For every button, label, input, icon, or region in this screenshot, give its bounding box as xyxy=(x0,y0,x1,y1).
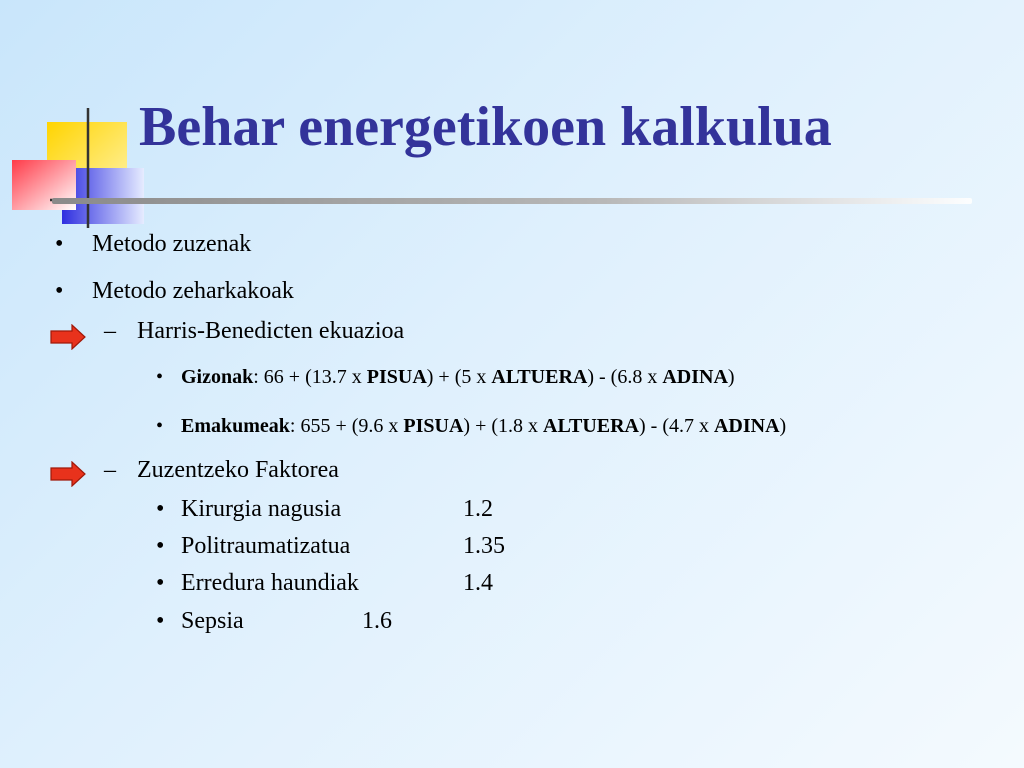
bullet-dot-icon: • xyxy=(156,366,164,388)
formula-weight: PISUA xyxy=(403,415,464,437)
factor-value: 1.2 xyxy=(463,496,493,522)
title-divider xyxy=(52,198,972,204)
bullet-dot-icon: • xyxy=(156,496,165,522)
formula-part: ) + (5 x xyxy=(426,366,492,388)
factor-name: Erredura haundiak xyxy=(181,570,359,596)
subbullet-correction-factor xyxy=(104,457,339,484)
subbullet-text: Zuzentzeko Faktorea xyxy=(137,457,339,483)
bullet-indirect-methods xyxy=(55,278,294,305)
subbullet-text: Harris-Benedicten ekuazioa xyxy=(137,318,405,344)
slide-title: Behar energetikoen kalkulua xyxy=(139,96,832,158)
formula-term: Emakumeak xyxy=(181,415,290,437)
dash-marker: – xyxy=(104,318,116,344)
bullet-dot-icon: • xyxy=(55,278,64,304)
bullet-direct-methods xyxy=(55,231,251,258)
formula-age: ADINA xyxy=(713,415,780,437)
bullet-dot-icon: • xyxy=(156,415,164,437)
dash-marker: – xyxy=(104,457,116,483)
formula-part: ) + (1.8 x xyxy=(463,415,544,437)
decorative-squares xyxy=(0,0,150,240)
bullet-dot-icon: • xyxy=(156,570,165,596)
formula-height: ALTUERA xyxy=(491,366,588,388)
formula-part: : 655 + (9.6 x xyxy=(289,415,404,437)
formula-term: Gizonak xyxy=(181,366,254,388)
factor-name: Kirurgia nagusia xyxy=(181,496,342,522)
bullet-text: Metodo zuzenak xyxy=(92,231,252,257)
formula-part: : 66 + (13.7 x xyxy=(253,366,367,388)
formula-weight: PISUA xyxy=(366,366,427,388)
factor-item xyxy=(156,608,244,635)
factor-item xyxy=(156,533,350,560)
factor-value: 1.4 xyxy=(463,570,493,596)
factor-item xyxy=(156,496,341,523)
formula-age: ADINA xyxy=(662,366,728,388)
bullet-dot-icon: • xyxy=(156,608,165,634)
factor-name: Politraumatizatua xyxy=(181,533,351,559)
factor-value: 1.6 xyxy=(362,608,392,634)
formula-part: ) - (6.8 x xyxy=(587,366,663,388)
bullet-text: Metodo zeharkakoak xyxy=(92,278,294,304)
bullet-dot-icon: • xyxy=(55,231,64,257)
formula-part: ) - (4.7 x xyxy=(639,415,714,437)
formula-height: ALTUERA xyxy=(543,415,639,437)
formula-women xyxy=(156,415,786,438)
arrow-right-icon xyxy=(50,324,86,350)
factor-item xyxy=(156,570,359,597)
factor-value: 1.35 xyxy=(463,533,505,559)
bullet-dot-icon: • xyxy=(156,533,165,559)
formula-part: ) xyxy=(779,415,787,437)
formula-men xyxy=(156,366,735,389)
factor-name: Sepsia xyxy=(181,608,244,634)
formula-part: ) xyxy=(727,366,735,388)
arrow-right-icon xyxy=(50,461,86,487)
subbullet-harris-benedict xyxy=(104,318,404,345)
